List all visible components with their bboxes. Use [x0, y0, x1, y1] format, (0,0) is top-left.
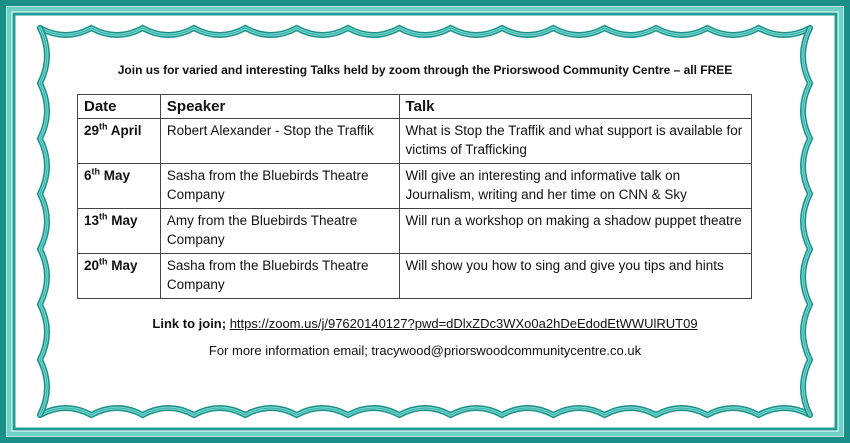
talk-description: Will run a workshop on making a shadow puppet theatre	[399, 209, 751, 254]
event-heading: Join us for varied and interesting Talks held by zoom through the Priorswood Community Centre – all FREE	[117, 63, 733, 77]
column-header-talk: Talk	[399, 95, 751, 119]
column-header-speaker: Speaker	[160, 95, 399, 119]
talk-date: 6th May	[78, 164, 161, 209]
table-row	[78, 119, 752, 164]
column-header-date: Date	[78, 95, 161, 119]
table-row	[78, 164, 752, 209]
talk-speaker: Amy from the Bluebirds Theatre Company	[160, 209, 399, 254]
talk-description: Will show you how to sing and give you tips and hints	[399, 254, 751, 299]
talk-date: 20th May	[78, 254, 161, 299]
join-line	[0, 316, 850, 331]
talk-speaker: Robert Alexander - Stop the Traffik	[160, 119, 399, 164]
talk-description: What is Stop the Traffik and what support is available for victims of Trafficking	[399, 119, 751, 164]
table-header-row	[78, 95, 752, 119]
talk-date: 29th April	[78, 119, 161, 164]
talk-speaker: Sasha from the Bluebirds Theatre Company	[160, 254, 399, 299]
talk-description: Will give an interesting and informative talk on Journalism, writing and her time on CNN & Sky	[399, 164, 751, 209]
table-row	[78, 209, 752, 254]
contact-info: For more information email; tracywood@priorswoodcommunitycentre.co.uk	[208, 343, 642, 358]
talks-table	[77, 94, 752, 299]
join-label: Link to join;	[152, 316, 227, 331]
zoom-join-link[interactable]: https://zoom.us/j/97620140127?pwd=dDlxZDc3WXo0a2hDeEdodEtWWUlRUT09	[229, 316, 698, 331]
talk-date: 13th May	[78, 209, 161, 254]
table-row	[78, 254, 752, 299]
talk-speaker: Sasha from the Bluebirds Theatre Company	[160, 164, 399, 209]
